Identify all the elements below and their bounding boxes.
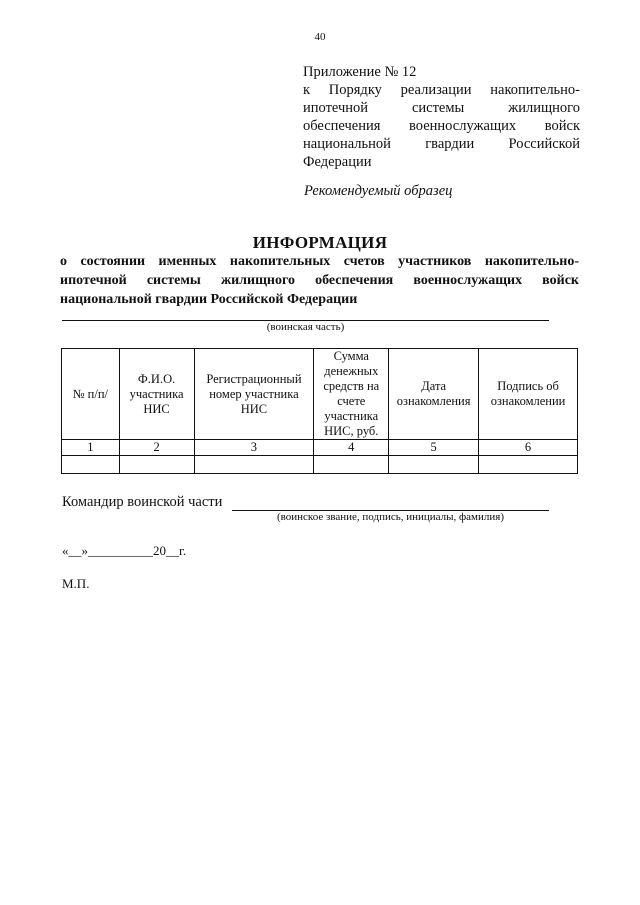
table-header-row bbox=[62, 349, 578, 440]
annex-text: к Порядку реализации накопительно-ипотечной системы жилищного обеспечения военнослужащих войск национальной гвардии Российской Федерации bbox=[303, 82, 580, 170]
header-signature: Подпись об ознакомлении bbox=[479, 349, 578, 440]
annex-block bbox=[303, 63, 580, 171]
document-subtitle: о состоянии именных накопительных счетов участников накопительно-ипотечной системы жилищного обеспечения военнослужащих войск национальной гвардии Российской Федерации bbox=[60, 254, 579, 307]
column-number: 1 bbox=[62, 440, 120, 456]
page-number: 40 bbox=[314, 31, 326, 43]
annex-title: Приложение № 12 bbox=[303, 64, 417, 80]
military-unit-caption: (воинская часть) bbox=[266, 321, 345, 333]
column-number: 5 bbox=[389, 440, 479, 456]
table-cell bbox=[119, 456, 194, 474]
commander-caption: (воинское звание, подпись, инициалы, фамилия) bbox=[276, 511, 504, 523]
header-review-date: Дата ознакомления bbox=[389, 349, 479, 440]
table-row bbox=[62, 456, 578, 474]
info-table bbox=[61, 348, 578, 474]
column-number: 2 bbox=[119, 440, 194, 456]
column-number-row bbox=[62, 440, 578, 456]
sample-label: Рекомендуемый образец bbox=[304, 183, 453, 199]
document-title: ИНФОРМАЦИЯ bbox=[252, 233, 388, 252]
header-account-amount: Сумма денежных средств на счете участника НИС, руб. bbox=[314, 349, 389, 440]
date-line: «__»__________20__г. bbox=[62, 543, 187, 558]
column-number: 6 bbox=[479, 440, 578, 456]
header-number: № п/п/ bbox=[62, 349, 120, 440]
table-cell bbox=[479, 456, 578, 474]
column-number: 3 bbox=[194, 440, 314, 456]
header-registration-number: Регистрационный номер участника НИС bbox=[194, 349, 314, 440]
table-cell bbox=[194, 456, 314, 474]
header-full-name: Ф.И.О. участника НИС bbox=[119, 349, 194, 440]
column-number: 4 bbox=[314, 440, 389, 456]
table-cell bbox=[62, 456, 120, 474]
commander-label: Командир воинской части bbox=[62, 494, 223, 510]
stamp-label: М.П. bbox=[62, 576, 90, 591]
table-cell bbox=[389, 456, 479, 474]
table-cell bbox=[314, 456, 389, 474]
